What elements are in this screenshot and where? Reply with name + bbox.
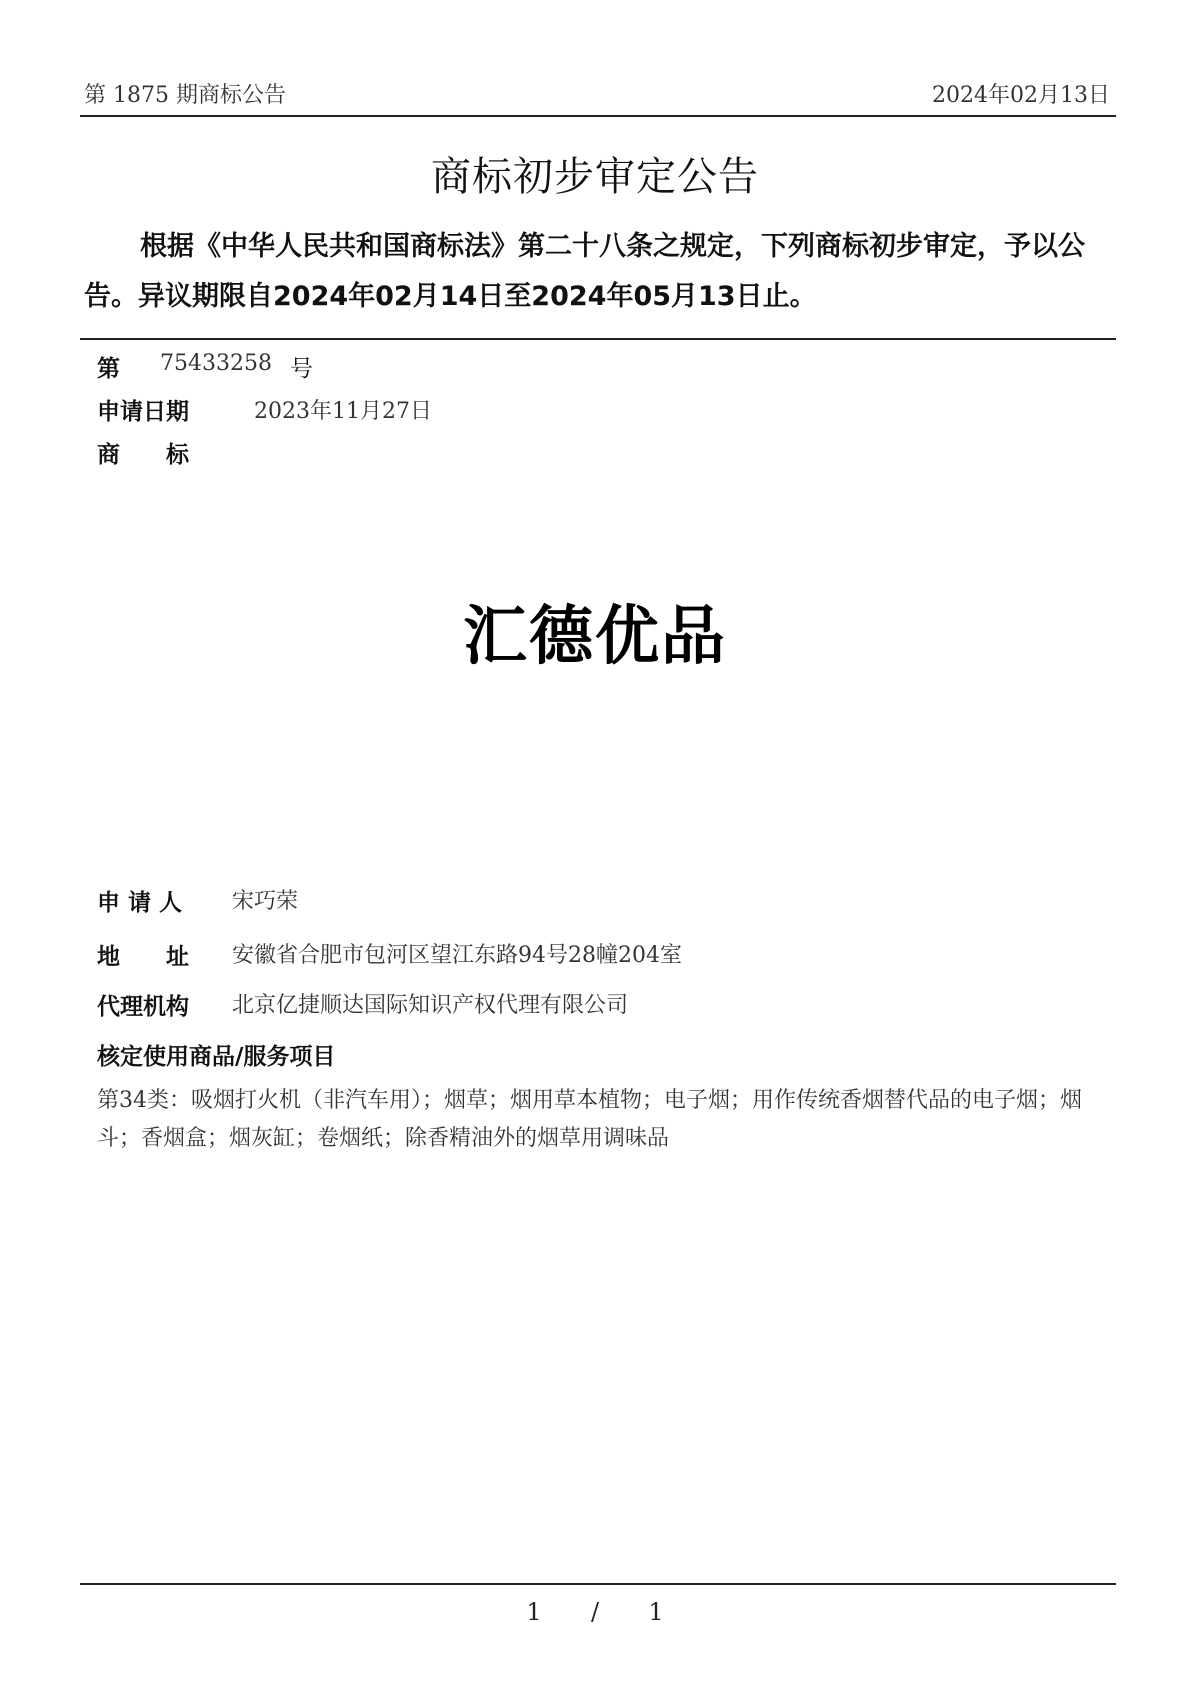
goods-list: 第34类：吸烟打火机（非汽车用）；烟草；烟用草本植物；电子烟；用作传统香烟替代品的电子烟；烟斗；香烟盒；烟灰缸；卷烟纸；除香精油外的烟草用调味品 [97, 1088, 1082, 1151]
intro-paragraph: 根据《中华人民共和国商标法》第二十八条之规定，下列商标初步审定，予以公告。异议期限自2024年02月14日至2024年05月13日止。 [84, 231, 1085, 312]
application-date: 2023年11月27日 [254, 399, 432, 424]
goods-label: 核定使用商品/服务项目 [97, 1044, 336, 1070]
page-total: 1 [648, 1598, 664, 1626]
page-indicator [0, 1598, 1190, 1626]
page-title: 商标初步审定公告 [431, 154, 759, 200]
applicant-name: 宋巧荣 [232, 889, 299, 914]
number-prefix: 第 [97, 356, 120, 382]
section-rule [80, 338, 1116, 340]
page-current: 1 [526, 1598, 542, 1626]
applicant-label: 申 请 人 [97, 890, 183, 916]
number-suffix: 号 [290, 356, 313, 382]
registration-number: 75433258 [160, 351, 272, 376]
trademark-image: 汇德优品 [463, 600, 727, 674]
mark-label: 商 标 [97, 442, 189, 468]
date-label: 申请日期 [97, 399, 189, 425]
header-rule [80, 115, 1116, 117]
footer-rule [80, 1583, 1116, 1585]
agency-label: 代理机构 [97, 994, 189, 1020]
issue-number: 第 1875 期商标公告 [84, 83, 286, 108]
page-separator: / [590, 1598, 600, 1626]
address-label: 地 址 [97, 944, 189, 970]
agency-value: 北京亿捷顺达国际知识产权代理有限公司 [232, 993, 629, 1018]
header-date: 2024年02月13日 [932, 83, 1110, 108]
address-value: 安徽省合肥市包河区望江东路94号28幢204室 [232, 943, 682, 968]
